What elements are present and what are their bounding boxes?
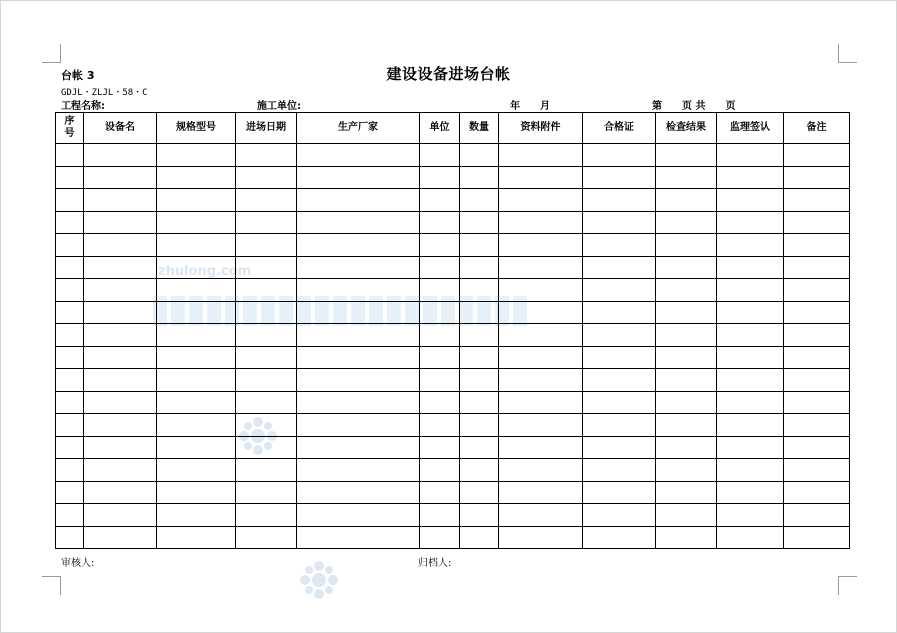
- table-cell[interactable]: [656, 324, 717, 347]
- table-cell[interactable]: [420, 414, 460, 437]
- table-cell[interactable]: [583, 369, 656, 392]
- table-cell[interactable]: [460, 459, 499, 482]
- table-cell[interactable]: [499, 234, 583, 257]
- col-header-entry-date: 进场日期: [236, 113, 297, 144]
- table-cell[interactable]: [784, 436, 850, 459]
- table-cell[interactable]: [56, 369, 84, 392]
- table-cell[interactable]: [460, 526, 499, 549]
- table-cell[interactable]: [84, 346, 157, 369]
- table-row: [56, 279, 850, 302]
- table-row: [56, 369, 850, 392]
- table-cell[interactable]: [583, 481, 656, 504]
- table-cell[interactable]: [499, 189, 583, 212]
- col-header-remarks: 备注: [784, 113, 850, 144]
- table-cell[interactable]: [717, 234, 784, 257]
- table-cell[interactable]: [297, 144, 420, 167]
- col-header-supervisor: 监理签认: [717, 113, 784, 144]
- table-cell[interactable]: [784, 256, 850, 279]
- table-row: [56, 504, 850, 527]
- table-cell[interactable]: [297, 526, 420, 549]
- table-cell[interactable]: [717, 324, 784, 347]
- col-header-equipment: 设备名: [84, 113, 157, 144]
- table-cell[interactable]: [499, 324, 583, 347]
- table-cell[interactable]: [717, 211, 784, 234]
- table-cell[interactable]: [297, 189, 420, 212]
- table-cell[interactable]: [460, 301, 499, 324]
- table-cell[interactable]: [297, 414, 420, 437]
- table-cell[interactable]: [420, 481, 460, 504]
- table-cell[interactable]: [583, 526, 656, 549]
- table-cell[interactable]: [717, 189, 784, 212]
- table-cell[interactable]: [84, 436, 157, 459]
- table-row: [56, 346, 850, 369]
- table-cell[interactable]: [499, 256, 583, 279]
- table-cell[interactable]: [583, 279, 656, 302]
- table-cell[interactable]: [460, 234, 499, 257]
- date-label: 年 月: [510, 101, 550, 112]
- table-row: [56, 166, 850, 189]
- table-cell[interactable]: [583, 189, 656, 212]
- table-cell[interactable]: [157, 301, 236, 324]
- table-cell[interactable]: [499, 481, 583, 504]
- construction-unit-label: 施工单位:: [257, 101, 301, 112]
- table-cell[interactable]: [297, 346, 420, 369]
- table-cell[interactable]: [656, 414, 717, 437]
- table-cell[interactable]: [784, 189, 850, 212]
- table-cell[interactable]: [157, 504, 236, 527]
- table-row: [56, 526, 850, 549]
- table-cell[interactable]: [784, 279, 850, 302]
- table-cell[interactable]: [717, 414, 784, 437]
- col-header-attachments: 资料附件: [499, 113, 583, 144]
- table-cell[interactable]: [717, 256, 784, 279]
- table-cell[interactable]: [297, 256, 420, 279]
- table-cell[interactable]: [157, 166, 236, 189]
- table-cell[interactable]: [784, 526, 850, 549]
- table-cell[interactable]: [56, 301, 84, 324]
- table-cell[interactable]: [56, 414, 84, 437]
- table-cell[interactable]: [157, 436, 236, 459]
- table-cell[interactable]: [784, 346, 850, 369]
- table-cell[interactable]: [236, 346, 297, 369]
- table-cell[interactable]: [56, 346, 84, 369]
- table-cell[interactable]: [84, 279, 157, 302]
- col-header-unit: 单位: [420, 113, 460, 144]
- document-title: 建设设备进场台帐: [386, 65, 511, 83]
- table-cell[interactable]: [84, 256, 157, 279]
- table-cell[interactable]: [84, 459, 157, 482]
- table-cell[interactable]: [56, 189, 84, 212]
- table-cell[interactable]: [583, 391, 656, 414]
- table-cell[interactable]: [420, 211, 460, 234]
- table-cell[interactable]: [460, 256, 499, 279]
- table-cell[interactable]: [236, 369, 297, 392]
- table-cell[interactable]: [420, 144, 460, 167]
- table-cell[interactable]: [460, 481, 499, 504]
- table-cell[interactable]: [656, 459, 717, 482]
- table-cell[interactable]: [583, 346, 656, 369]
- col-header-inspection: 检查结果: [656, 113, 717, 144]
- table-cell[interactable]: [717, 481, 784, 504]
- table-cell[interactable]: [784, 391, 850, 414]
- table-row: [56, 211, 850, 234]
- table-cell[interactable]: [56, 481, 84, 504]
- table-cell[interactable]: [499, 211, 583, 234]
- col-header-seq: 序 号: [56, 113, 84, 144]
- table-cell[interactable]: [499, 144, 583, 167]
- table-cell[interactable]: [656, 369, 717, 392]
- table-cell[interactable]: [420, 256, 460, 279]
- table-cell[interactable]: [297, 324, 420, 347]
- table-cell[interactable]: [784, 234, 850, 257]
- table-cell[interactable]: [236, 324, 297, 347]
- table-cell[interactable]: [56, 391, 84, 414]
- table-cell[interactable]: [499, 526, 583, 549]
- table-cell[interactable]: [420, 346, 460, 369]
- table-cell[interactable]: [420, 234, 460, 257]
- table-cell[interactable]: [656, 526, 717, 549]
- table-cell[interactable]: [460, 166, 499, 189]
- table-cell[interactable]: [420, 459, 460, 482]
- table-row: [56, 391, 850, 414]
- equipment-ledger-table: [55, 112, 850, 549]
- table-cell[interactable]: [420, 369, 460, 392]
- table-cell[interactable]: [56, 234, 84, 257]
- table-cell[interactable]: [583, 234, 656, 257]
- table-cell[interactable]: [157, 369, 236, 392]
- table-cell[interactable]: [236, 211, 297, 234]
- table-row: [56, 144, 850, 167]
- table-cell[interactable]: [717, 526, 784, 549]
- table-cell[interactable]: [236, 234, 297, 257]
- table-cell[interactable]: [157, 526, 236, 549]
- table-cell[interactable]: [656, 346, 717, 369]
- table-cell[interactable]: [656, 481, 717, 504]
- table-cell[interactable]: [157, 279, 236, 302]
- table-cell[interactable]: [157, 414, 236, 437]
- table-cell[interactable]: [84, 166, 157, 189]
- table-cell[interactable]: [56, 256, 84, 279]
- table-row: [56, 459, 850, 482]
- table-cell[interactable]: [420, 324, 460, 347]
- table-cell[interactable]: [236, 301, 297, 324]
- table-cell[interactable]: [84, 391, 157, 414]
- table-cell[interactable]: [84, 211, 157, 234]
- table-cell[interactable]: [583, 211, 656, 234]
- table-cell[interactable]: [157, 481, 236, 504]
- crop-mark-top-right: [838, 44, 857, 63]
- table-cell[interactable]: [499, 391, 583, 414]
- table-cell[interactable]: [84, 526, 157, 549]
- table-cell[interactable]: [84, 504, 157, 527]
- table-cell[interactable]: [460, 414, 499, 437]
- table-cell[interactable]: [236, 436, 297, 459]
- table-cell[interactable]: [717, 166, 784, 189]
- table-cell[interactable]: [420, 436, 460, 459]
- table-cell[interactable]: [784, 504, 850, 527]
- form-code: GDJL・ZLJL・58・C: [61, 88, 148, 98]
- table-cell[interactable]: [784, 211, 850, 234]
- table-cell[interactable]: [236, 481, 297, 504]
- table-cell[interactable]: [784, 369, 850, 392]
- table-cell[interactable]: [297, 436, 420, 459]
- table-cell[interactable]: [420, 301, 460, 324]
- table-cell[interactable]: [717, 459, 784, 482]
- table-cell[interactable]: [656, 279, 717, 302]
- col-header-certificate: 合格证: [583, 113, 656, 144]
- table-cell[interactable]: [717, 279, 784, 302]
- table-cell[interactable]: [297, 504, 420, 527]
- table-cell[interactable]: [583, 301, 656, 324]
- table-cell[interactable]: [56, 166, 84, 189]
- project-name-label: 工程名称:: [61, 101, 105, 112]
- table-cell[interactable]: [460, 346, 499, 369]
- table-cell[interactable]: [460, 144, 499, 167]
- table-cell[interactable]: [157, 234, 236, 257]
- table-cell[interactable]: [460, 504, 499, 527]
- table-cell[interactable]: [717, 369, 784, 392]
- table-row: [56, 301, 850, 324]
- table-cell[interactable]: [84, 369, 157, 392]
- table-row: [56, 414, 850, 437]
- table-cell[interactable]: [56, 526, 84, 549]
- table-cell[interactable]: [236, 189, 297, 212]
- table-cell[interactable]: [499, 346, 583, 369]
- table-cell[interactable]: [297, 391, 420, 414]
- table-cell[interactable]: [157, 391, 236, 414]
- table-cell[interactable]: [784, 144, 850, 167]
- table-cell[interactable]: [656, 301, 717, 324]
- table-cell[interactable]: [583, 459, 656, 482]
- table-cell[interactable]: [157, 144, 236, 167]
- table-cell[interactable]: [460, 211, 499, 234]
- table-cell[interactable]: [460, 324, 499, 347]
- ledger-number: 台帐 3: [61, 69, 95, 82]
- table-cell[interactable]: [297, 369, 420, 392]
- table-cell[interactable]: [84, 324, 157, 347]
- table-cell[interactable]: [784, 166, 850, 189]
- table-cell[interactable]: [420, 504, 460, 527]
- table-cell[interactable]: [583, 436, 656, 459]
- table-cell[interactable]: [784, 481, 850, 504]
- table-cell[interactable]: [297, 211, 420, 234]
- col-header-spec: 规格型号: [157, 113, 236, 144]
- table-cell[interactable]: [717, 144, 784, 167]
- table-cell[interactable]: [656, 256, 717, 279]
- table-cell[interactable]: [460, 391, 499, 414]
- table-cell[interactable]: [56, 324, 84, 347]
- table-row: [56, 189, 850, 212]
- watermark-site-text: zhulong.com: [158, 264, 252, 279]
- table-cell[interactable]: [499, 166, 583, 189]
- table-cell[interactable]: [499, 369, 583, 392]
- table-cell[interactable]: [297, 481, 420, 504]
- table-cell[interactable]: [420, 279, 460, 302]
- table-cell[interactable]: [583, 414, 656, 437]
- table-row: [56, 436, 850, 459]
- table-cell[interactable]: [656, 166, 717, 189]
- table-cell[interactable]: [656, 234, 717, 257]
- table-cell[interactable]: [460, 369, 499, 392]
- table-cell[interactable]: [84, 144, 157, 167]
- table-cell[interactable]: [784, 459, 850, 482]
- table-row: [56, 234, 850, 257]
- table-header-row: [56, 113, 850, 144]
- table-cell[interactable]: [56, 211, 84, 234]
- table-cell[interactable]: [297, 234, 420, 257]
- table-cell[interactable]: [56, 436, 84, 459]
- table-cell[interactable]: [460, 436, 499, 459]
- table-cell[interactable]: [420, 166, 460, 189]
- table-cell[interactable]: [84, 189, 157, 212]
- col-header-manufacturer: 生产厂家: [297, 113, 420, 144]
- table-cell[interactable]: [56, 144, 84, 167]
- table-cell[interactable]: [157, 324, 236, 347]
- table-cell[interactable]: [583, 144, 656, 167]
- table-cell[interactable]: [236, 166, 297, 189]
- table-cell[interactable]: [236, 459, 297, 482]
- table-cell[interactable]: [499, 301, 583, 324]
- table-cell[interactable]: [499, 279, 583, 302]
- table-cell[interactable]: [297, 459, 420, 482]
- table-cell[interactable]: [157, 211, 236, 234]
- table-cell[interactable]: [784, 301, 850, 324]
- table-cell[interactable]: [297, 166, 420, 189]
- table-cell[interactable]: [236, 504, 297, 527]
- table-cell[interactable]: [717, 301, 784, 324]
- table-row: [56, 481, 850, 504]
- table-cell[interactable]: [297, 301, 420, 324]
- page-count-label: 第 页 共 页: [652, 101, 736, 112]
- table-row: [56, 324, 850, 347]
- table-cell[interactable]: [84, 301, 157, 324]
- table-cell[interactable]: [460, 189, 499, 212]
- table-cell[interactable]: [420, 189, 460, 212]
- table-cell[interactable]: [656, 189, 717, 212]
- table-cell[interactable]: [236, 256, 297, 279]
- table-cell[interactable]: [656, 211, 717, 234]
- table-cell[interactable]: [420, 391, 460, 414]
- table-cell[interactable]: [56, 279, 84, 302]
- table-cell[interactable]: [784, 414, 850, 437]
- table-cell[interactable]: [656, 144, 717, 167]
- table-cell[interactable]: [717, 346, 784, 369]
- table-cell[interactable]: [583, 166, 656, 189]
- table-cell[interactable]: [236, 391, 297, 414]
- table-cell[interactable]: [157, 459, 236, 482]
- table-cell[interactable]: [420, 526, 460, 549]
- crop-mark-bottom-right: [838, 576, 857, 595]
- table-cell[interactable]: [84, 414, 157, 437]
- archiver-label: 归档人:: [418, 558, 452, 569]
- table-cell[interactable]: [499, 459, 583, 482]
- table-cell[interactable]: [56, 504, 84, 527]
- table-cell[interactable]: [297, 279, 420, 302]
- table-cell[interactable]: [656, 391, 717, 414]
- col-header-quantity: 数量: [460, 113, 499, 144]
- table-cell[interactable]: [236, 279, 297, 302]
- table-cell[interactable]: [784, 324, 850, 347]
- table-cell[interactable]: [583, 256, 656, 279]
- table-cell[interactable]: [499, 414, 583, 437]
- table-cell[interactable]: [656, 436, 717, 459]
- table-cell[interactable]: [56, 459, 84, 482]
- crop-mark-top-left: [42, 44, 61, 63]
- table-cell[interactable]: [84, 234, 157, 257]
- crop-mark-bottom-left: [42, 576, 61, 595]
- table-cell[interactable]: [499, 504, 583, 527]
- table-cell[interactable]: [717, 504, 784, 527]
- table-cell[interactable]: [157, 346, 236, 369]
- table-cell[interactable]: [84, 481, 157, 504]
- table-cell[interactable]: [157, 256, 236, 279]
- table-cell[interactable]: [499, 436, 583, 459]
- table-cell[interactable]: [157, 189, 236, 212]
- table-cell[interactable]: [236, 414, 297, 437]
- table-row: [56, 256, 850, 279]
- reviewer-label: 审核人:: [61, 558, 95, 569]
- table-cell[interactable]: [236, 144, 297, 167]
- table-cell[interactable]: [656, 504, 717, 527]
- table-cell[interactable]: [460, 279, 499, 302]
- table-cell[interactable]: [583, 504, 656, 527]
- table-cell[interactable]: [717, 391, 784, 414]
- table-cell[interactable]: [583, 324, 656, 347]
- table-cell[interactable]: [717, 436, 784, 459]
- table-cell[interactable]: [236, 526, 297, 549]
